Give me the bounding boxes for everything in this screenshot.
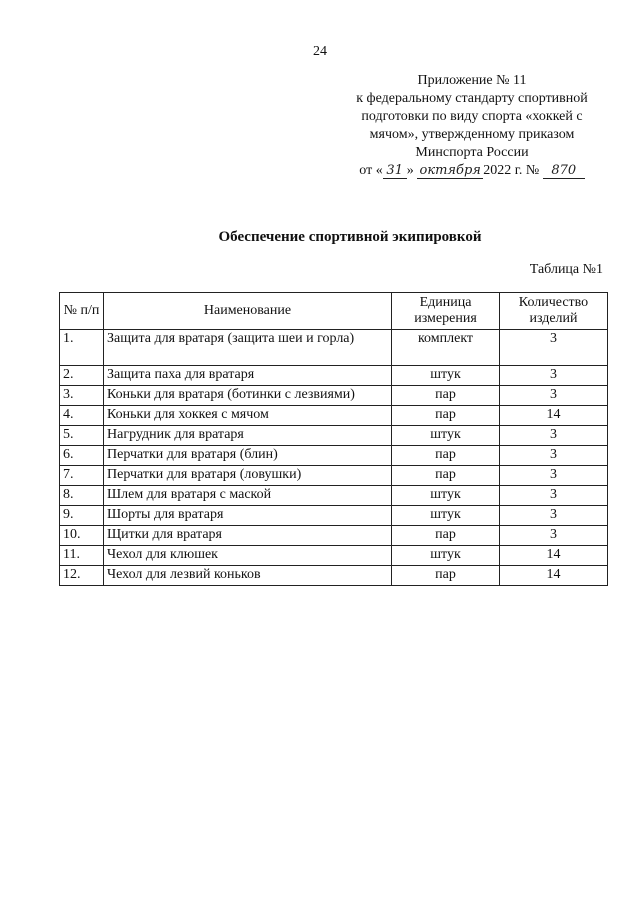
row-number-cell: 5. xyxy=(60,426,104,446)
quantity-cell: 3 xyxy=(500,506,608,526)
date-prefix: от « xyxy=(359,163,383,178)
quantity-cell: 3 xyxy=(500,366,608,386)
appendix-header xyxy=(336,72,608,180)
row-number-cell: 2. xyxy=(60,366,104,386)
unit-cell: пар xyxy=(392,526,500,546)
row-number-cell: 7. xyxy=(60,466,104,486)
quantity-cell: 3 xyxy=(500,426,608,446)
table-row xyxy=(60,386,608,406)
table-header-row xyxy=(60,293,608,330)
quantity-cell: 14 xyxy=(500,406,608,426)
item-name-cell: Перчатки для вратаря (ловушки) xyxy=(104,466,392,486)
item-name-cell: Коньки для хоккея с мячом xyxy=(104,406,392,426)
row-number-cell: 11. xyxy=(60,546,104,566)
unit-cell: штук xyxy=(392,506,500,526)
row-number-cell: 6. xyxy=(60,446,104,466)
page-number: 24 xyxy=(313,44,327,59)
row-number-cell: 1. xyxy=(60,330,104,366)
quantity-cell: 3 xyxy=(500,330,608,366)
order-date-line xyxy=(336,162,608,180)
row-number-cell: 10. xyxy=(60,526,104,546)
item-name-cell: Защита паха для вратаря xyxy=(104,366,392,386)
table-row xyxy=(60,506,608,526)
item-name-cell: Щитки для вратаря xyxy=(104,526,392,546)
row-number-cell: 3. xyxy=(60,386,104,406)
appendix-line-5: Минспорта России xyxy=(415,145,529,160)
unit-cell: пар xyxy=(392,406,500,426)
item-name-cell: Чехол для клюшек xyxy=(104,546,392,566)
unit-cell: штук xyxy=(392,426,500,446)
equipment-table xyxy=(59,292,608,586)
quantity-cell: 3 xyxy=(500,526,608,546)
unit-cell: штук xyxy=(392,546,500,566)
handwritten-month: октября xyxy=(417,164,483,179)
item-name-cell: Нагрудник для вратаря xyxy=(104,426,392,446)
unit-cell: штук xyxy=(392,366,500,386)
item-name-cell: Шлем для вратаря с маской xyxy=(104,486,392,506)
quantity-cell: 3 xyxy=(500,486,608,506)
table-label: Таблица №1 xyxy=(529,262,603,277)
appendix-line-2: к федеральному стандарту спортивной xyxy=(356,91,588,106)
header-unit: Единица измерения xyxy=(392,293,500,330)
table-row xyxy=(60,330,608,366)
unit-cell: пар xyxy=(392,466,500,486)
handwritten-order-number: 870 xyxy=(543,164,585,179)
row-number-cell: 4. xyxy=(60,406,104,426)
item-name-cell: Чехол для лезвий коньков xyxy=(104,566,392,586)
item-name-cell: Защита для вратаря (защита шеи и горла) xyxy=(104,330,392,366)
item-name-cell: Перчатки для вратаря (блин) xyxy=(104,446,392,466)
quantity-cell: 3 xyxy=(500,386,608,406)
table-row xyxy=(60,526,608,546)
table-row xyxy=(60,466,608,486)
document-title: Обеспечение спортивной экипировкой xyxy=(218,229,482,245)
item-name-cell: Шорты для вратаря xyxy=(104,506,392,526)
date-year: 2022 г. № xyxy=(483,163,540,178)
table-row xyxy=(60,566,608,586)
header-name: Наименование xyxy=(104,293,392,330)
unit-cell: комплект xyxy=(392,330,500,366)
table-row xyxy=(60,426,608,446)
handwritten-day: 31 xyxy=(383,164,407,179)
appendix-line-3: подготовки по виду спорта «хоккей с xyxy=(361,109,583,124)
header-num: № п/п xyxy=(60,293,104,330)
table-row xyxy=(60,546,608,566)
appendix-line-4: мячом», утвержденному приказом xyxy=(369,127,575,142)
table-row xyxy=(60,406,608,426)
header-qty: Количество изделий xyxy=(500,293,608,330)
quantity-cell: 14 xyxy=(500,546,608,566)
quantity-cell: 3 xyxy=(500,466,608,486)
table-body xyxy=(60,330,608,586)
row-number-cell: 8. xyxy=(60,486,104,506)
table-row xyxy=(60,446,608,466)
unit-cell: пар xyxy=(392,566,500,586)
quantity-cell: 14 xyxy=(500,566,608,586)
table-row xyxy=(60,366,608,386)
unit-cell: пар xyxy=(392,386,500,406)
date-quote-close: » xyxy=(406,163,414,178)
row-number-cell: 12. xyxy=(60,566,104,586)
row-number-cell: 9. xyxy=(60,506,104,526)
appendix-line-1: Приложение № 11 xyxy=(417,73,527,88)
item-name-cell: Коньки для вратаря (ботинки с лезвиями) xyxy=(104,386,392,406)
unit-cell: пар xyxy=(392,446,500,466)
unit-cell: штук xyxy=(392,486,500,506)
table-row xyxy=(60,486,608,506)
quantity-cell: 3 xyxy=(500,446,608,466)
